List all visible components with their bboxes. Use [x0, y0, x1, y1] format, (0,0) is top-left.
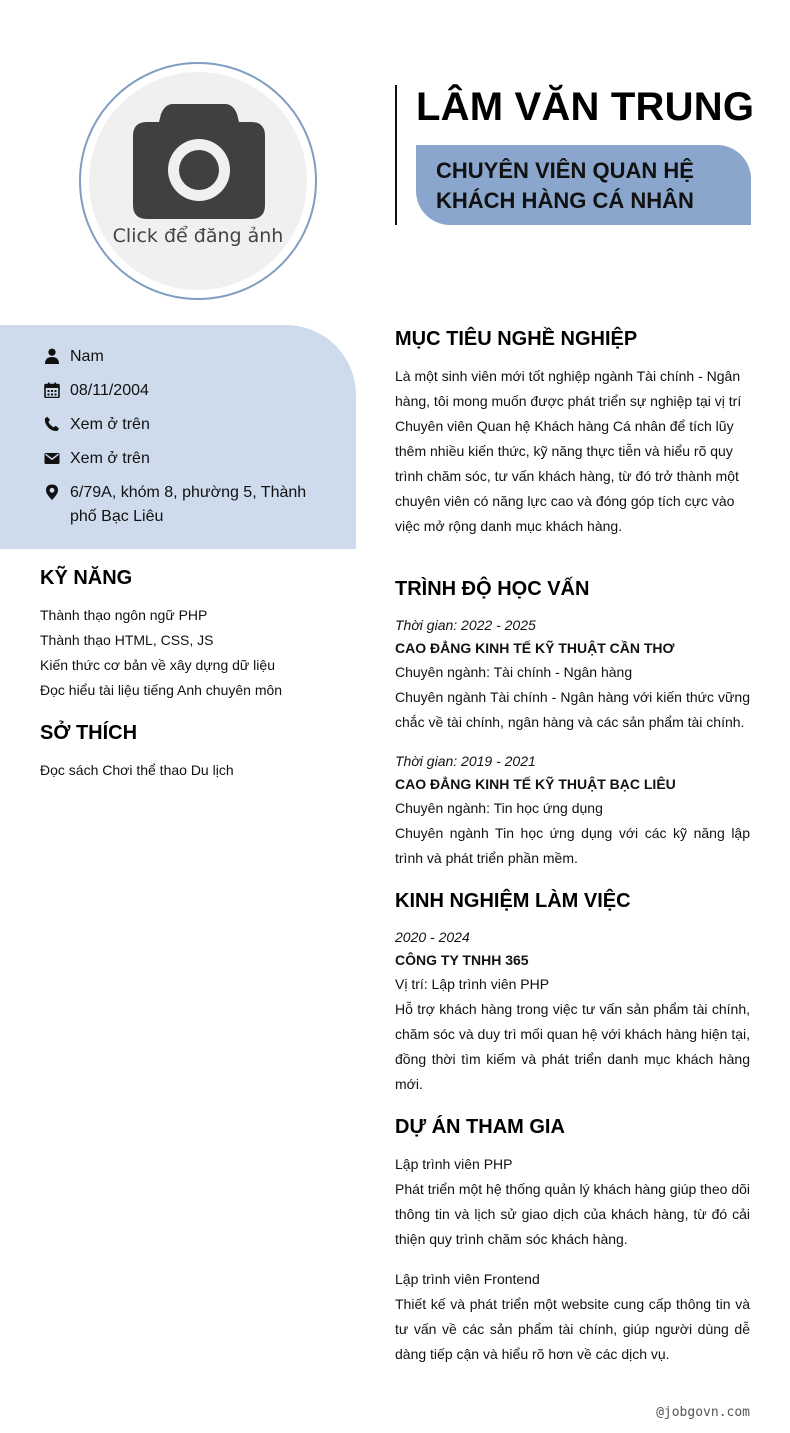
contact-address — [44, 481, 324, 529]
education-entry — [395, 614, 750, 735]
contact-text: 6/79A, khóm 8, phường 5, Thành phố Bạc Liêu — [70, 484, 307, 525]
education-school: CAO ĐẲNG KINH TẾ KỸ THUẬT CẦN THƠ — [395, 640, 675, 656]
contact-email — [44, 447, 150, 471]
education-desc: Chuyên ngành Tin học ứng dụng với các kỹ năng lập trình và phát triển phần mềm. — [395, 825, 750, 866]
role-banner — [416, 145, 751, 225]
list-item: Thành thạo ngôn ngữ PHP — [40, 607, 208, 623]
project-role: Lập trình viên Frontend — [395, 1271, 540, 1287]
contact-text: Xem ở trên — [70, 416, 150, 433]
contact-text: Nam — [70, 348, 104, 365]
job-title: CHUYÊN VIÊN QUAN HỆ KHÁCH HÀNG CÁ NHÂN — [436, 158, 694, 213]
experience-entry — [395, 926, 750, 1097]
project-desc: Thiết kế và phát triển một website cung cấp thông tin và tư vấn về các sản phẩm tài chính, giúp người dùng dễ dàng tiếp cận và hiểu rõ hơn về các dịch vụ. — [395, 1296, 750, 1362]
calendar-icon — [44, 382, 60, 398]
experience-title: KINH NGHIỆM LÀM VIỆC — [395, 890, 631, 912]
contact-gender — [44, 345, 104, 369]
project-entry — [395, 1152, 750, 1252]
avatar-caption: Click để đăng ảnh — [112, 225, 284, 247]
objective-title: MỤC TIÊU NGHỀ NGHIỆP — [395, 328, 638, 350]
avatar-placeholder[interactable] — [89, 72, 307, 290]
project-entry — [395, 1267, 750, 1367]
education-major: Chuyên ngành: Tin học ứng dụng — [395, 800, 603, 816]
list-item: Thành thạo HTML, CSS, JS — [40, 632, 214, 648]
footer-watermark: @jobgovn.com — [656, 1405, 750, 1420]
candidate-name: LÂM VĂN TRUNG — [416, 85, 755, 129]
experience-time: 2020 - 2024 — [395, 929, 470, 945]
header — [395, 85, 755, 225]
list-item: Đọc hiểu tài liệu tiếng Anh chuyên môn — [40, 682, 283, 698]
contact-birthday — [44, 379, 149, 403]
avatar-upload[interactable] — [79, 62, 317, 300]
person-icon — [44, 348, 60, 364]
education-title: TRÌNH ĐỘ HỌC VẤN — [395, 578, 590, 600]
objective-text: Là một sinh viên mới tốt nghiệp ngành Tài chính - Ngân hàng, tôi mong muốn được phát triển sự nghiệp tại vị trí Chuyên viên Quan hệ Khách hàng Cá nhân để tích lũy thêm nhiều kiến thức, kỹ năng thực tiễn và hiểu rõ quy trình chăm sóc, tư vấn khách hàng, từ đó trở thành một chuyên viên có năng lực cao và đóng góp tích cực vào việc mở rộng danh mục khách hàng. — [395, 368, 742, 534]
skills-title: KỸ NĂNG — [40, 567, 133, 589]
list-item: Kiến thức cơ bản về xây dựng dữ liệu — [40, 657, 275, 673]
education-desc: Chuyên ngành Tài chính - Ngân hàng với kiến thức vững chắc về tài chính, ngân hàng và các sản phẩm tài chính. — [395, 689, 750, 730]
hobbies-list — [40, 758, 234, 783]
experience-desc: Hỗ trợ khách hàng trong việc tư vấn sản phẩm tài chính, chăm sóc và duy trì mối quan hệ với khách hàng hiện tại, đồng thời tìm kiếm và phát triển danh mục khách hàng mới. — [395, 1001, 750, 1092]
experience-company: CÔNG TY TNHH 365 — [395, 952, 529, 968]
education-major: Chuyên ngành: Tài chính - Ngân hàng — [395, 664, 633, 680]
contact-text: Xem ở trên — [70, 450, 150, 467]
mail-icon — [44, 450, 60, 466]
projects-title: DỰ ÁN THAM GIA — [395, 1116, 565, 1138]
contact-phone — [44, 413, 150, 437]
phone-icon — [44, 416, 60, 432]
experience-position: Vị trí: Lập trình viên PHP — [395, 976, 550, 992]
project-desc: Phát triển một hệ thống quản lý khách hàng giúp theo dõi thông tin và lịch sử giao dịch của khách hàng, từ đó cải thiện quy trình chăm sóc khách hàng. — [395, 1181, 750, 1247]
education-school: CAO ĐẲNG KINH TẾ KỸ THUẬT BẠC LIÊU — [395, 776, 676, 792]
location-pin-icon — [44, 484, 60, 500]
education-entry — [395, 750, 750, 871]
skills-list — [40, 603, 282, 703]
hobbies-title: SỞ THÍCH — [40, 722, 138, 744]
project-role: Lập trình viên PHP — [395, 1156, 513, 1172]
education-time: Thời gian: 2019 - 2021 — [395, 753, 536, 769]
camera-icon — [133, 104, 265, 219]
contact-text: 08/11/2004 — [70, 382, 149, 399]
education-time: Thời gian: 2022 - 2025 — [395, 617, 536, 633]
hobbies-text: Đọc sách Chơi thể thao Du lịch — [40, 762, 234, 778]
contact-panel — [0, 325, 356, 549]
